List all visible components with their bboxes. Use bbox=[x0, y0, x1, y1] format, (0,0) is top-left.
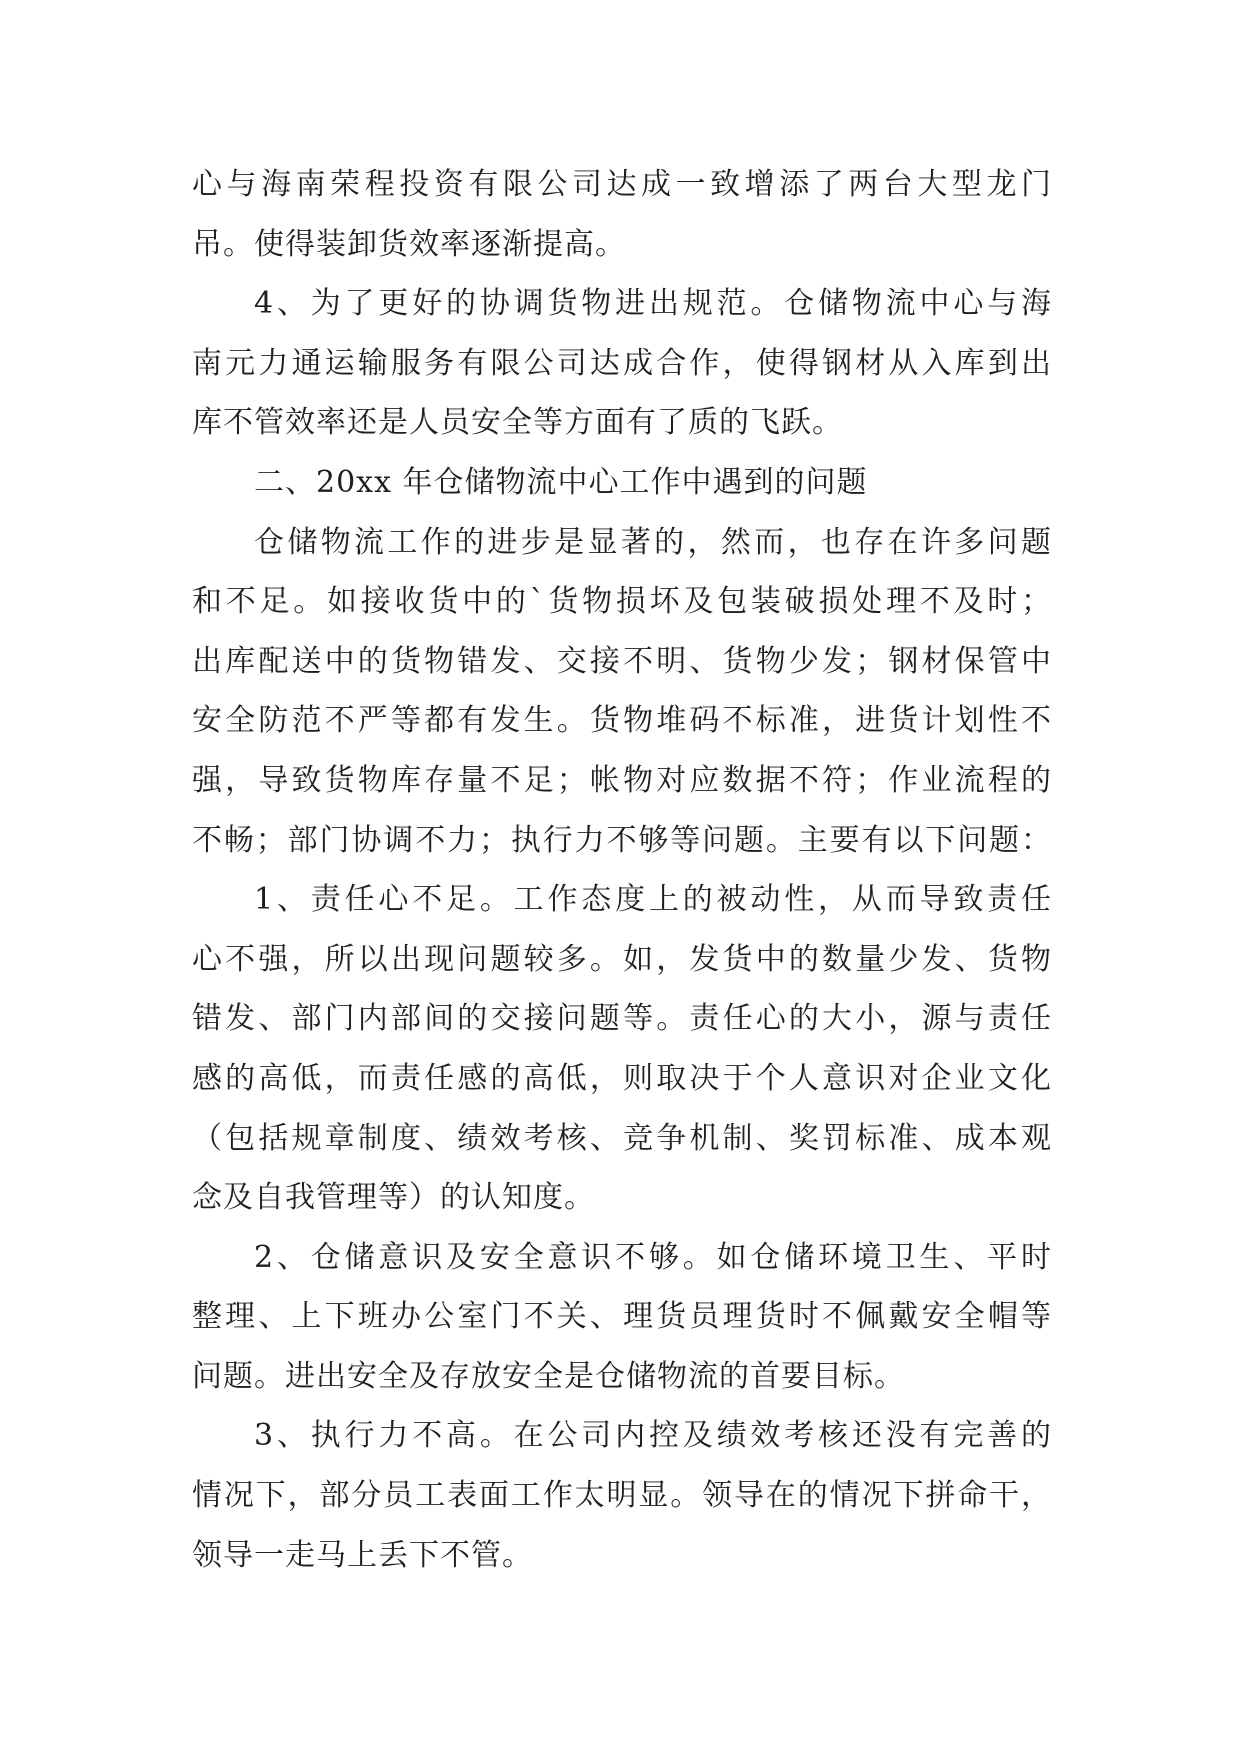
text-line: 强，导致货物库存量不足；帐物对应数据不符；作业流程的 bbox=[192, 762, 1052, 798]
text-line: 2、仓储意识及安全意识不够。如仓储环境卫生、平时 bbox=[254, 1239, 1052, 1275]
text-line: 问题。进出安全及存放安全是仓储物流的首要目标。 bbox=[192, 1358, 905, 1394]
text-line: 安全防范不严等都有发生。货物堆码不标准，进货计划性不 bbox=[192, 703, 1052, 739]
text-line: 心不强，所以出现问题较多。如，发货中的数量少发、货物 bbox=[192, 941, 1052, 977]
text-line: 感的高低，而责任感的高低，则取决于个人意识对企业文化 bbox=[192, 1060, 1052, 1096]
text-line: 4、为了更好的协调货物进出规范。仓储物流中心与海 bbox=[254, 286, 1052, 322]
text-line: 南元力通运输服务有限公司达成合作，使得钢材从入库到出 bbox=[192, 345, 1052, 381]
text-line: 错发、部门内部间的交接问题等。责任心的大小，源与责任 bbox=[192, 1001, 1052, 1037]
text-line: 吊。使得装卸货效率逐渐提高。 bbox=[192, 226, 626, 262]
text-line: 3、执行力不高。在公司内控及绩效考核还没有完善的 bbox=[254, 1418, 1052, 1454]
text-line: （包括规章制度、绩效考核、竞争机制、奖罚标准、成本观 bbox=[192, 1120, 1052, 1156]
document-body bbox=[192, 155, 1052, 1585]
text-line: 和不足。如接收货中的`货物损坏及包装破损处理不及时； bbox=[192, 584, 1052, 620]
text-line: 1、责任心不足。工作态度上的被动性，从而导致责任 bbox=[254, 882, 1052, 918]
text-line: 出库配送中的货物错发、交接不明、货物少发；钢材保管中 bbox=[192, 643, 1052, 679]
text-line: 二、20xx 年仓储物流中心工作中遇到的问题 bbox=[254, 464, 868, 500]
text-line: 整理、上下班办公室门不关、理货员理货时不佩戴安全帽等 bbox=[192, 1299, 1052, 1335]
text-line: 领导一走马上丢下不管。 bbox=[192, 1537, 533, 1573]
text-line: 念及自我管理等）的认知度。 bbox=[192, 1180, 595, 1216]
text-line: 库不管效率还是人员安全等方面有了质的飞跃。 bbox=[192, 405, 843, 441]
text-line: 心与海南荣程投资有限公司达成一致增添了两台大型龙门 bbox=[192, 167, 1052, 202]
text-line: 仓储物流工作的进步是显著的，然而，也存在许多问题 bbox=[254, 524, 1052, 560]
text-line: 情况下，部分员工表面工作太明显。领导在的情况下拼命干， bbox=[192, 1478, 1052, 1514]
text-line: 不畅；部门协调不力；执行力不够等问题。主要有以下问题： bbox=[192, 822, 1052, 858]
